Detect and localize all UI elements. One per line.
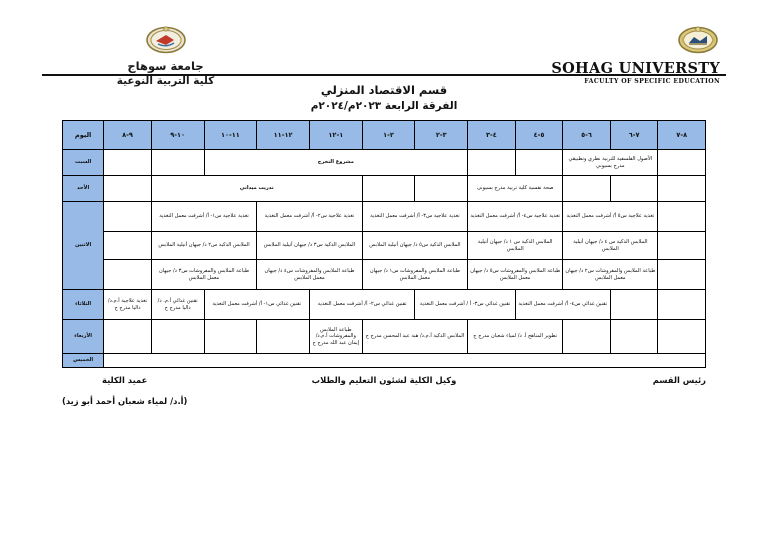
day-label-monday: الاثنين (63, 202, 104, 290)
cell-empty (610, 320, 658, 354)
day-label-sunday: الأحد (63, 176, 104, 202)
cell-textile-printing-s4: طباعة الملابس والمفروشات س٤ د/ جيهان معمل الملابس (257, 260, 362, 290)
table-row-monday-3 (63, 260, 706, 290)
cell-printing-lecture: طباعة الملابس والمفروشات أ.م.د/ إيمان عبد الله مدرج ج (309, 320, 362, 354)
time-slot-header-6: ٢-١ (362, 121, 415, 150)
faculty-name-ar: كلية التربية النوعية (116, 75, 215, 87)
faculty-name-en: FACULTY OF SPECIFIC EDUCATION (584, 78, 720, 85)
cell-food-regulation-s4: تقنين غذائي س٤- أ/ أشرفت معمل التغذية (515, 290, 610, 320)
cell-smart-clothes-s2: الملابس الذكية س٢ د/ جيهان أتيلية الملابس (151, 232, 256, 260)
schedule-table (62, 120, 706, 368)
cell-graduation-project: مشروع التخرج (204, 150, 468, 176)
cell-empty (415, 176, 468, 202)
university-name-en: SOHAG UNIVERSTY (551, 60, 720, 77)
day-label-saturday: السبت (63, 150, 104, 176)
cell-empty (563, 176, 611, 202)
time-slot-header-2: ٦-٥ (563, 121, 611, 150)
cell-empty (104, 150, 152, 176)
cell-therapeutic-nutrition-s5: تغذية علاجية س٥ أ/ أشرفت معمل التغذية (563, 202, 658, 232)
table-row-thursday (63, 354, 706, 368)
department-title: قسم الاقتصاد المنزلي (320, 83, 448, 97)
cell-empty (658, 260, 706, 290)
time-slot-header-4: ٤-٣ (468, 121, 516, 150)
sohag-university-seal-icon (676, 26, 720, 56)
cell-empty (658, 202, 706, 232)
cell-empty (104, 232, 152, 260)
time-slot-header-7: ١-١٢ (309, 121, 362, 150)
university-name-ar: جامعة سوهاج (127, 59, 204, 73)
cell-therapeutic-nutrition-s4: تغذية علاجية س٤- أ/ أشرفت معمل التغذية (468, 202, 563, 232)
cell-field-training: تدريب ميداني (151, 176, 362, 202)
table-row-sunday (63, 176, 706, 202)
cell-empty (658, 290, 706, 320)
cell-empty (658, 176, 706, 202)
head-of-department-signature: رئيس القسم (652, 375, 706, 385)
cell-empty (658, 150, 706, 176)
cell-smart-clothes-lecture: الملابس الذكية أ.م.د/ هبة عبد المحسن مدرج ج (362, 320, 467, 354)
day-label-wednesday: الأربعاء (63, 320, 104, 354)
cell-empty (468, 150, 516, 176)
time-slot-header-0: ٨-٧ (658, 121, 706, 150)
cell-smart-clothes-s4: الملابس الذكية س ٤ د/ جيهان أتيلية الملابس (563, 232, 658, 260)
cell-empty (104, 176, 152, 202)
cell-food-regulation-lecture: تقنين غذائي أ.م. د/ داليا مدرج ج (151, 290, 204, 320)
academic-year-title: الفرقة الرابعة ٢٠٢٣م/٢٠٢٤م (310, 100, 458, 112)
table-row-wednesday (63, 320, 706, 354)
cell-psych-health-lecture: صحة نفسية كلية تربية مدرج بسيونى (468, 176, 563, 202)
day-label-tuesday: الثلاثاء (63, 290, 104, 320)
cell-textile-printing-s5: طباعة الملابس والمفروشات س٥ د/ جيهان معمل الملابس (468, 260, 563, 290)
time-slot-header-8: ١٢-١١ (257, 121, 310, 150)
cell-smart-clothes-s5: الملابس الذكية س٥ د/ جيهان أتيلية الملابس (362, 232, 467, 260)
cell-empty (658, 320, 706, 354)
dean-name: (أ.د/ لمياء شعبان أحمد أبو زيد) (62, 396, 188, 406)
cell-food-regulation-s2: تقنين غذائي س٢- أ/ أشرفت معمل التغذية (309, 290, 414, 320)
cell-therapeutic-nutrition-s3: تغذية علاجية س٣- أ/ أشرفت معمل التغذية (362, 202, 467, 232)
cell-therapeutic-nutrition-lecture: تغذية علاجية أ.م.د/ داليا مدرج ج (104, 290, 152, 320)
time-slot-header-10: ١٠-٩ (151, 121, 204, 150)
cell-empty (104, 320, 152, 354)
table-header-row (63, 121, 706, 150)
cell-empty (104, 202, 152, 232)
cell-textile-printing-s1: طباعة الملابس والمفروشات س١ د/ جيهان معمل الملابس (362, 260, 467, 290)
cell-empty (257, 320, 310, 354)
cell-empty (515, 150, 563, 176)
cell-food-regulation-s1: تقنين غذائي س١- أ/ أشرفت معمل التغذية (204, 290, 309, 320)
cell-empty (362, 176, 415, 202)
signature-block (62, 375, 706, 419)
time-slot-header-9: ١١-١٠ (204, 121, 257, 150)
table-row-monday-2 (63, 232, 706, 260)
sohag-university-crest-icon (144, 26, 188, 56)
vice-dean-signature: وكيل الكلية لشئون التعليم والطلاب (311, 375, 457, 385)
cell-smart-clothes-s3: الملابس الذكية س٣ د/ جيهان أتيلية الملابس (257, 232, 362, 260)
cell-curriculum-development: تطوير المناهج أ. د/ لمياء شعبان مدرج ج (468, 320, 563, 354)
day-label-thursday: الخميس (63, 354, 104, 368)
dean-title: عميد الكلية (102, 375, 148, 385)
time-slot-header-1: ٧-٦ (610, 121, 658, 150)
cell-empty (151, 320, 204, 354)
time-slot-header-11: ٩-٨ (104, 121, 152, 150)
cell-textile-printing-s2: طباعة الملابس والمفروشات س٢ د/ جيهان معمل الملابس (563, 260, 658, 290)
day-column-header: اليوم (63, 121, 104, 150)
cell-empty (658, 232, 706, 260)
university-brand-arabic (58, 26, 273, 87)
cell-empty (151, 150, 204, 176)
cell-empty (610, 176, 658, 202)
page-title (0, 83, 768, 112)
cell-empty (563, 320, 611, 354)
cell-therapeutic-nutrition-s2: تغذية علاجية س٢- أ/ أشرفت معمل التغذية (257, 202, 362, 232)
time-slot-header-5: ٣-٢ (415, 121, 468, 150)
cell-empty (204, 320, 257, 354)
cell-smart-clothes-s1: الملابس الذكية س ١ د/ جيهان أتيلية الملابس (468, 232, 563, 260)
time-slot-header-3: ٥-٤ (515, 121, 563, 150)
table-row-monday-1 (63, 202, 706, 232)
cell-therapeutic-nutrition-s1: تغذية علاجية س١- أ/ أشرفت معمل التغذية (151, 202, 256, 232)
cell-philosophy-lecture: الأصول الفلسفية للتربية نظري وتطبيقي مدرج بسيوني (563, 150, 658, 176)
cell-food-regulation-s3: تقنين غذائي س٣- أ / أشرفت معمل التغذية (415, 290, 515, 320)
document-header (0, 0, 768, 87)
table-row-tuesday (63, 290, 706, 320)
cell-textile-printing-s3: طباعة الملابس والمفروشات س٣ د/ جيهان معمل الملابس (151, 260, 256, 290)
schedule-table-wrapper (62, 120, 706, 368)
university-brand-english (505, 26, 720, 85)
cell-empty (610, 290, 658, 320)
cell-empty (104, 354, 706, 368)
cell-empty (104, 260, 152, 290)
dean-signature (62, 375, 187, 406)
table-row-saturday (63, 150, 706, 176)
